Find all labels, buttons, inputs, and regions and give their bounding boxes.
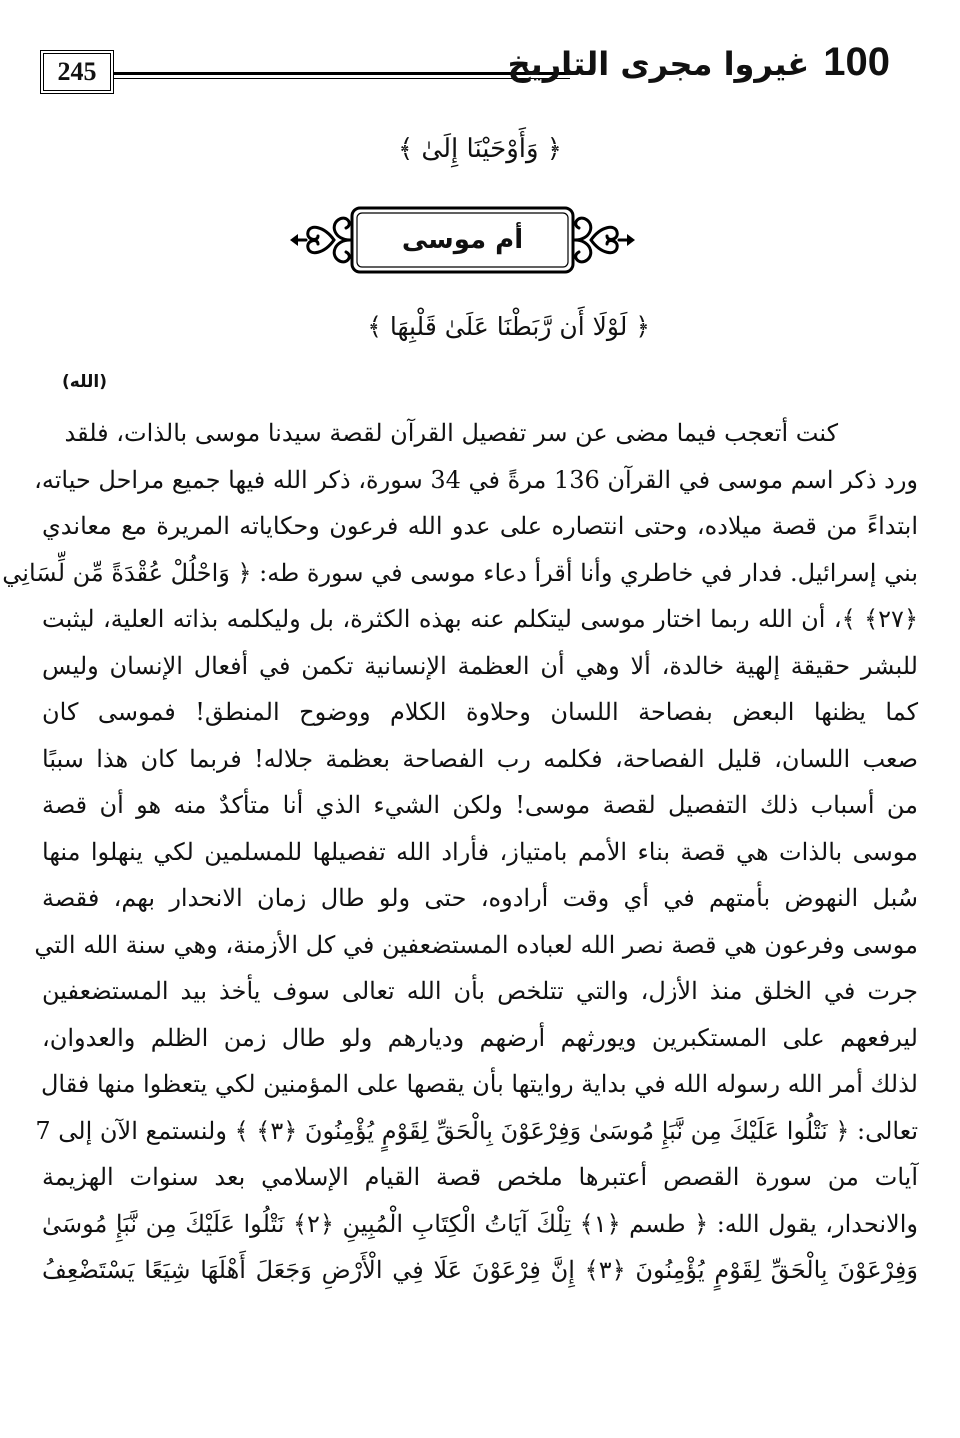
header-rule	[114, 72, 570, 79]
body-line: سُبل النهوض بأمتهم في أي وقت أرادوه، حتى ولو طال زمان الانحدار بهم، فقصة	[42, 884, 918, 912]
body-line: ورد ذكر اسم موسى في القرآن 136 مرةً في 34 سورة، ذكر الله فيها جميع مراحل حياته،	[34, 465, 918, 494]
body-line: صعب اللسان، قليل الفصاحة، فكلمه رب الفصاحة بعظمة جلاله! فربما كان هذا سببًا	[42, 744, 918, 773]
body-line: وَفِرْعَوْنَ بِالْحَقِّ لِقَوْمٍ يُؤْمِنُونَ ﴿٣﴾ إِنَّ فِرْعَوْنَ عَلَا فِي الْأَرْضِ وَجَعَلَ أَهْلَهَا شِيَعًا يَسْتَضْعِفُ	[42, 1256, 918, 1284]
right-flourish-icon	[575, 218, 631, 262]
body-line: والانحدار، يقول الله: ﴿ طسم ﴿١﴾ تِلْكَ آيَاتُ الْكِتَابِ الْمُبِينِ ﴿٢﴾ نَتْلُوا عَلَيْكَ مِن نَّبَإِ مُوسَىٰ	[42, 1209, 918, 1238]
left-flourish-icon	[294, 218, 350, 262]
top-verse: ﴿ وَأَوْحَيْنَا إِلَىٰ ﴾	[397, 134, 563, 164]
body-line: لذلك أمر الله رسوله الله في بداية روايتها بأن يقصها على المؤمنين لكي يتعظوا منها فقال	[40, 1070, 918, 1098]
body-line: للبشر حقيقة إلهية خالدة، ألا وهي أن العظمة الإنسانية تكمن في أفعال الإنسان وليس	[42, 651, 918, 680]
book-number: 100	[823, 40, 890, 84]
chapter-banner	[290, 196, 635, 288]
body-text	[2, 410, 918, 1294]
body-line: آيات من سورة القصص أعتبرها ملخص قصة القيام الإسلامي بعد سنوات الهزيمة	[42, 1163, 918, 1191]
body-line: موسى بالذات هي قصة بناء الأمم بامتياز، فأراد الله تفصيلها للمسلمين لكي ينهلوا منها	[42, 837, 918, 866]
body-line: من أسباب ذلك التفصيل لقصة موسى! ولكن الشيء الذي أنا متأكدٌ منه هو أن قصة	[42, 791, 918, 819]
epigraph-verse: ﴿ لَوْلَا أَن رَّبَطْنَا عَلَىٰ قَلْبِهَا ﴾	[367, 312, 650, 341]
body-line: موسى وفرعون هي قصة نصر الله لعباده المستضعفين في كل الأزمنة، وهي سنة الله التي	[34, 930, 918, 959]
body-line: جرت في الخلق منذ الأزل، والتي تتلخص بأن الله تعالى سوف يأخذ بيد المستضعفين	[42, 977, 918, 1005]
page-number-box	[40, 50, 114, 94]
body-line: ليرفعهم على المستكبرين ويورثهم أرضهم وديارهم ولو طال زمن الظلم والعدوان،	[42, 1023, 918, 1052]
body-line: ﴿٢٧﴾ ﴾، أن الله ربما اختار موسى ليتكلم عنه بهذه الكثرة، بل وليكلمه بذاته العلية، ليثبت	[42, 605, 918, 633]
body-line: تعالى: ﴿ نَتْلُوا عَلَيْكَ مِن نَّبَإِ مُوسَىٰ وَفِرْعَوْنَ بِالْحَقِّ لِقَوْمٍ يُؤْمِنُونَ ﴿٣﴾ ﴾ ولنستمع الآن إلى 7	[35, 1116, 918, 1145]
book-title	[508, 40, 890, 85]
epigraph-attribution: (الله)	[62, 372, 107, 392]
book-title-text: غيروا مجرى التاريخ	[507, 45, 810, 83]
body-line: كما يظنها البعض بفصاحة اللسان وحلاوة الكلام ووضوح المنطق! فموسى كان	[42, 698, 918, 726]
running-header	[40, 40, 890, 104]
body-line: بني إسرائيل. فدار في خاطري وأنا أقرأ دعاء موسى في سورة طه: ﴿ وَاحْلُلْ عُقْدَةً مِّن لِّسَانِي	[2, 558, 918, 587]
body-line: كنت أتعجب فيما مضى عن سر تفصيل القرآن لقصة سيدنا موسى بالذات، فلقد	[64, 419, 838, 447]
page-number: 245	[57, 57, 97, 86]
body-line: ابتداءً من قصة ميلاده، وحتى انتصاره على عدو الله فرعون وحكاياته المريرة مع معاندي	[42, 512, 918, 540]
chapter-title: أم موسى	[401, 225, 524, 255]
